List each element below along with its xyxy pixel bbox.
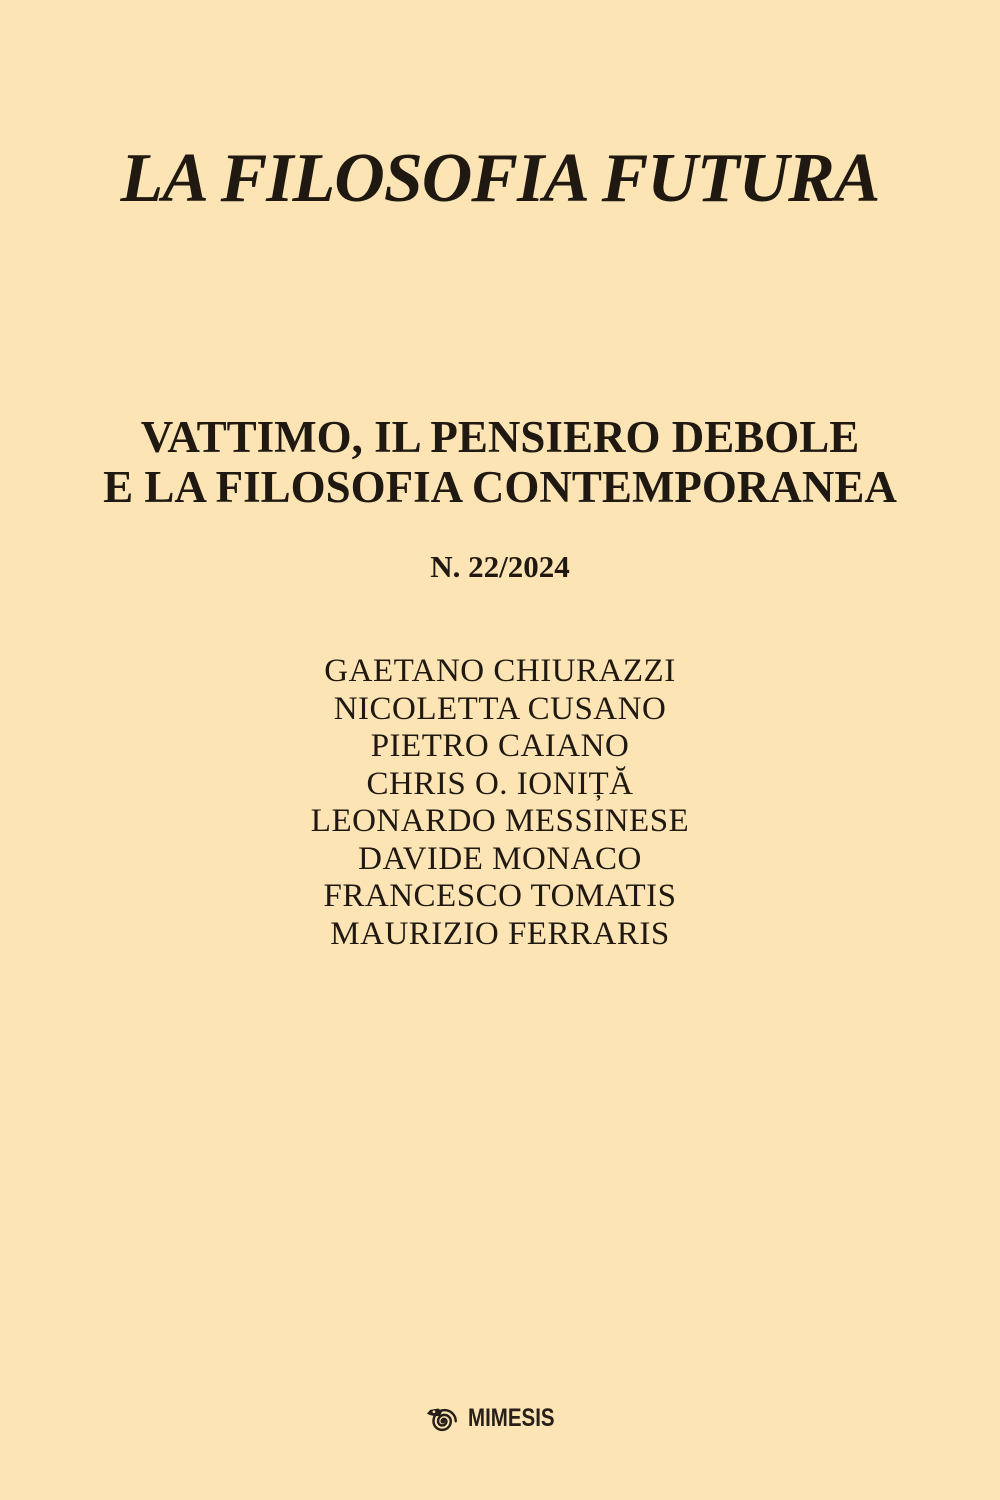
author-line: CHRIS O. IONIȚĂ <box>366 765 634 802</box>
author-line: PIETRO CAIANO <box>370 728 630 764</box>
journal-title: LA FILOSOFIA FUTURA <box>120 140 880 217</box>
author-line: NICOLETTA CUSANO <box>333 690 667 727</box>
issue-title <box>0 412 1000 512</box>
publisher-name: MIMESIS <box>468 1403 555 1432</box>
issue-number: N. 22/2024 <box>430 549 570 584</box>
author-line: FRANCESCO TOMATIS <box>323 878 677 914</box>
publisher-logo <box>0 1400 1000 1436</box>
author-list <box>0 653 1000 953</box>
issue-title-line-1: VATTIMO, IL PENSIERO DEBOLE <box>140 412 860 462</box>
author-line: LEONARDO MESSINESE <box>310 803 690 839</box>
chameleon-spiral-icon <box>426 1403 459 1434</box>
author-line: MAURIZIO FERRARIS <box>330 915 670 952</box>
issue-title-line-2: E LA FILOSOFIA CONTEMPORANEA <box>103 462 897 512</box>
author-line: GAETANO CHIURAZZI <box>324 653 676 689</box>
author-line: DAVIDE MONACO <box>358 840 642 877</box>
